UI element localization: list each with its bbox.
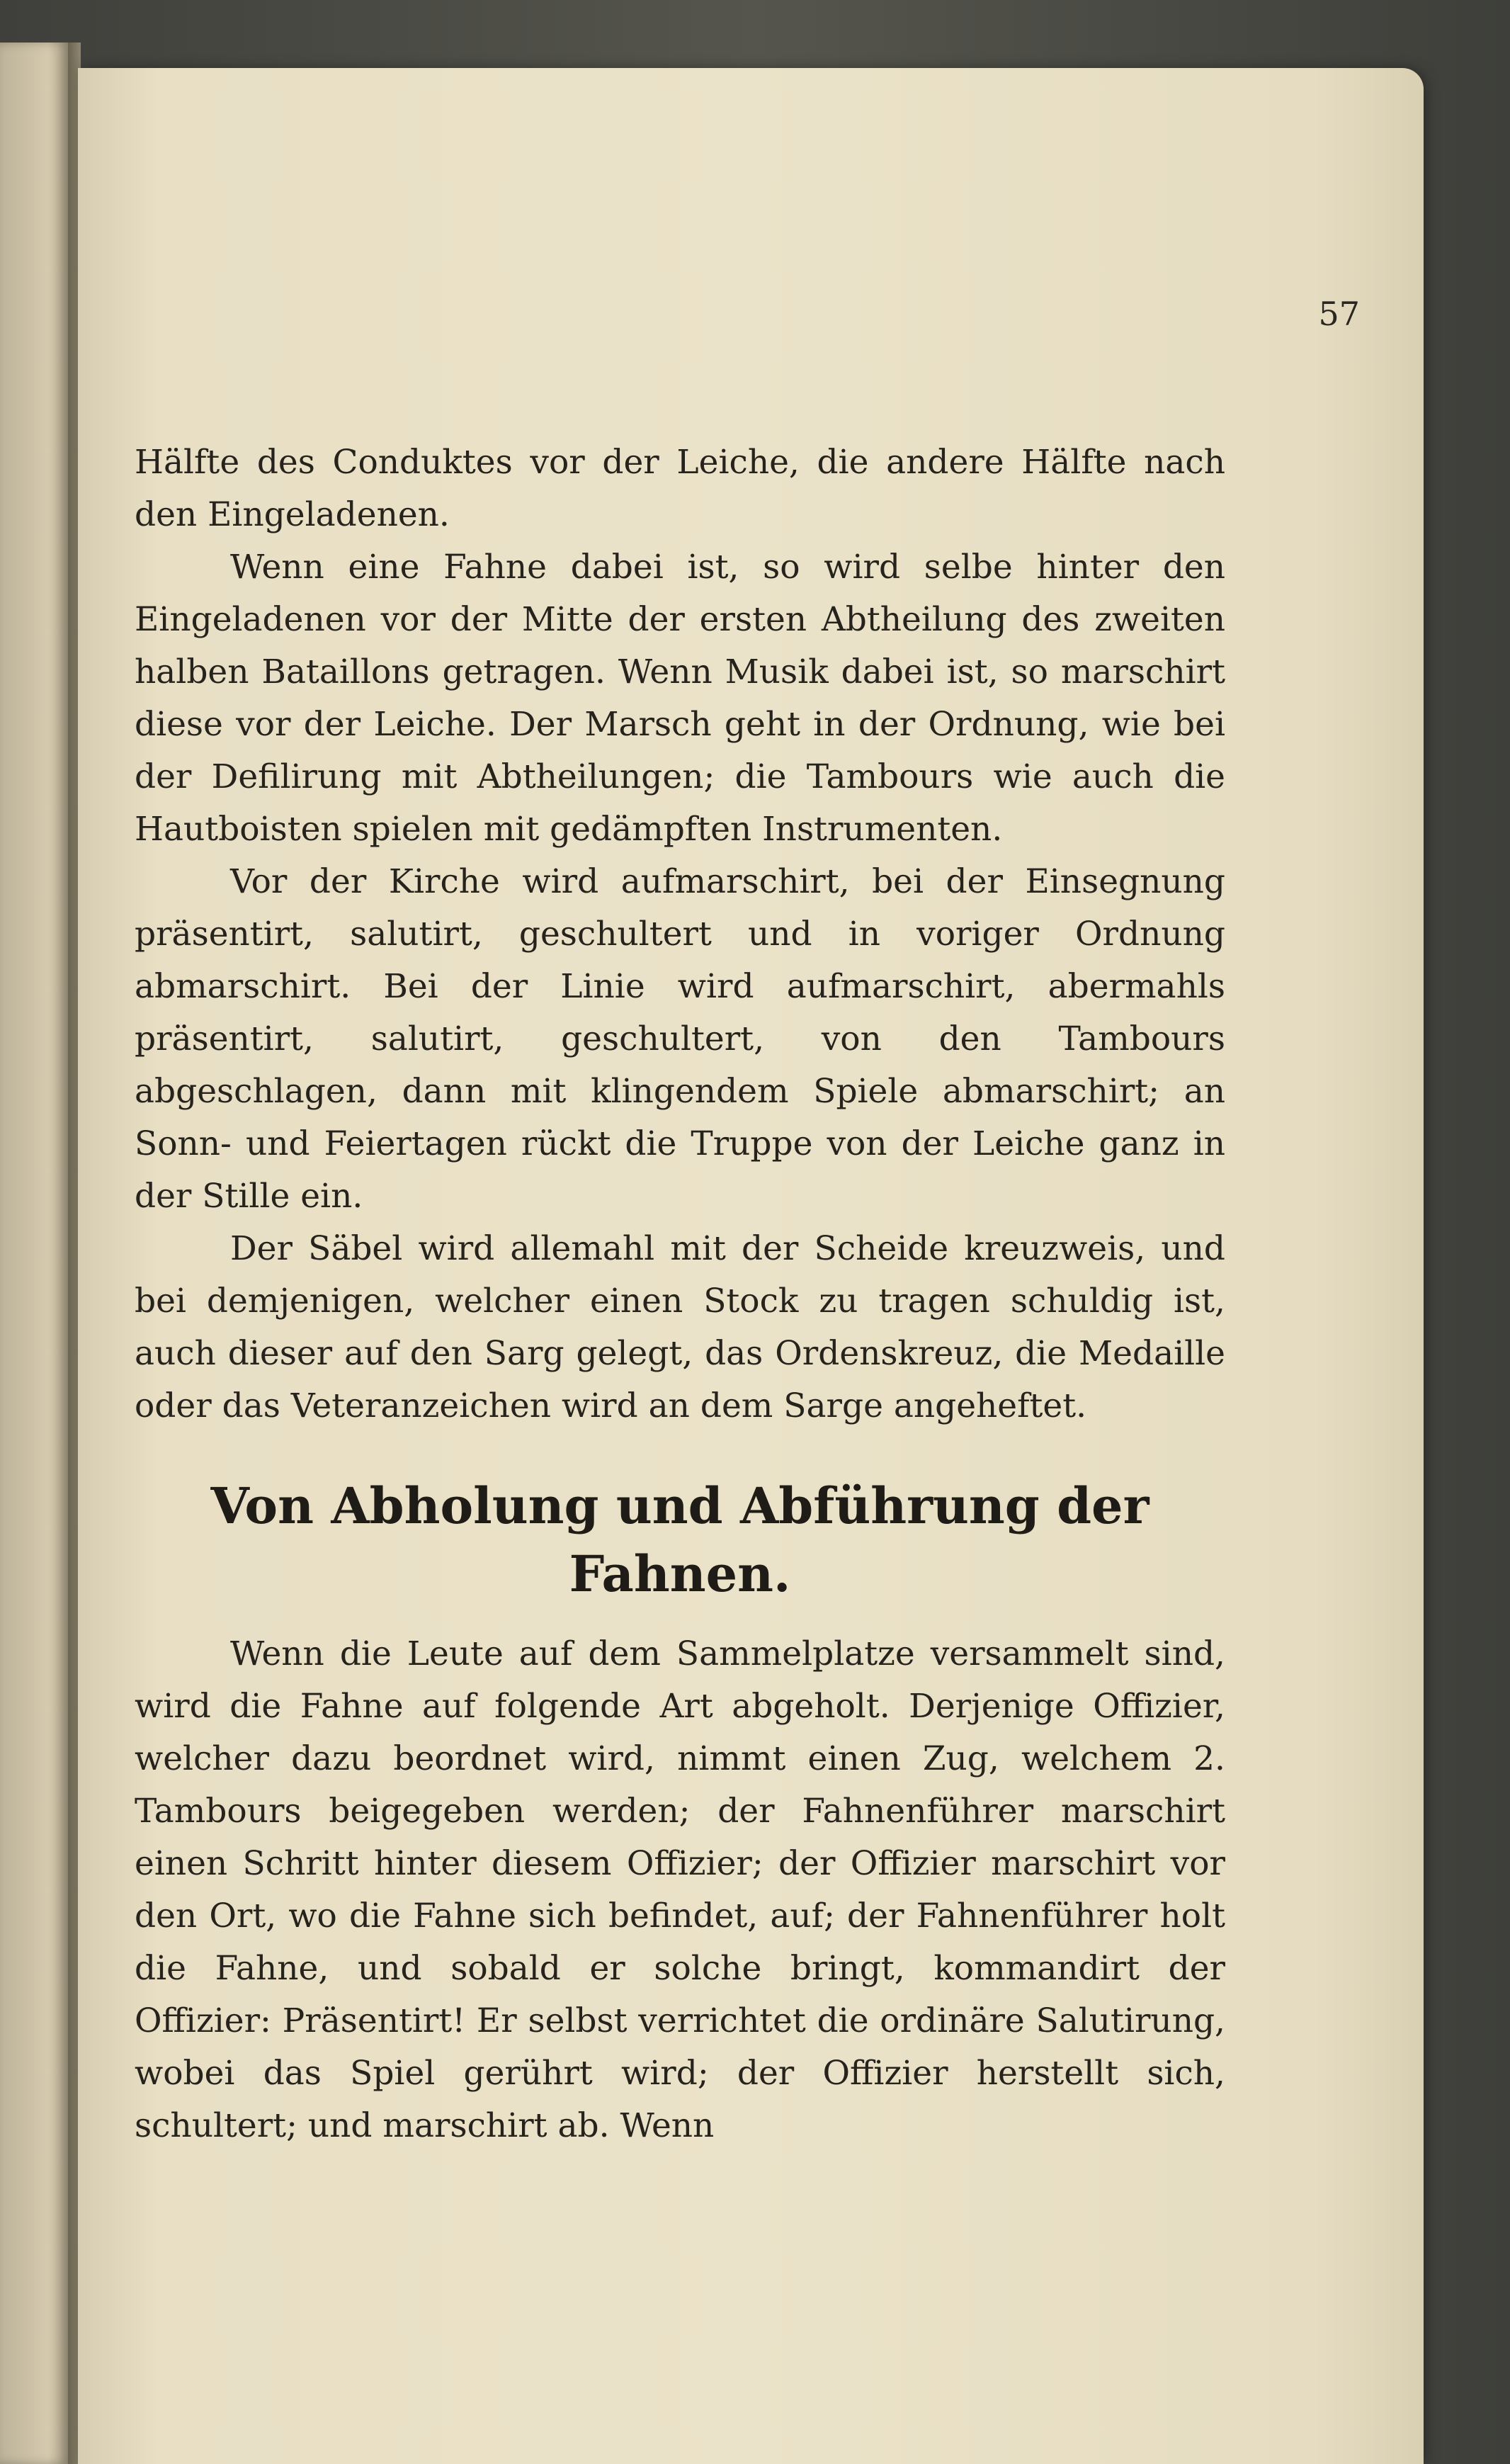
book-page [78, 68, 1424, 2464]
paragraph-flag: Wenn eine Fahne dabei ist, so wird selbe hinter den Eingeladenen vor der Mitte der ersten Abtheilung des zweiten halben Bataillons getragen. Wenn Musik dabei ist, so marschirt diese vor der Leiche. Der Marsch geht in der Ordnung, wie bei der Defilirung mit Abtheilungen; die Tambours wie auch die Hautboisten spielen mit gedämpften Instrumenten. [135, 548, 1225, 849]
section-heading-line-2: Fahnen. [569, 1544, 791, 1603]
page-body [135, 436, 1225, 2152]
page-number: 57 [1318, 295, 1360, 333]
paragraph-sabre: Der Säbel wird allemahl mit der Scheide kreuzweis, und bei demjenigen, welcher einen Stock zu tragen schuldig ist, auch dieser auf den Sarg gelegt, das Ordenskreuz, die Medaille oder das Veteranzeichen wird an dem Sarge angeheftet. [135, 1229, 1225, 1425]
paragraph-church: Vor der Kirche wird aufmarschirt, bei der Einsegnung präsentirt, salutirt, geschultert und in voriger Ordnung abmarschirt. Bei der Linie wird aufmarschirt, abermahls präsentirt, salutirt, geschultert, von den Tambours abgeschlagen, dann mit klingendem Spiele abmarschirt; an Sonn- und Feiertagen rückt die Truppe von der Leiche ganz in der Stille ein. [135, 862, 1225, 1216]
left-page-edge [0, 43, 68, 2464]
paragraph-fetching-flag: Wenn die Leute auf dem Sammelplatze versammelt sind, wird die Fahne auf folgende Art abgeholt. Derjenige Offizier, welcher dazu beordnet wird, nimmt einen Zug, welchem 2. Tambours beigegeben werden; der Fahnenführer marschirt einen Schritt hinter diesem Offizier; der Offizier marschirt vor den Ort, wo die Fahne sich befindet, auf; der Fahnenführer holt die Fahne, und sobald er solche bringt, kommandirt der Offizier: Präsentirt! Er selbst verrichtet die ordinäre Salutirung, wobei das Spiel gerührt wird; der Offizier herstellt sich, schultert; und marschirt ab. Wenn [135, 1634, 1225, 2145]
section-heading [135, 1472, 1225, 1608]
paragraph-continuation: Hälfte des Conduktes vor der Leiche, die andere Hälfte nach den Eingeladenen. [135, 443, 1225, 534]
section-heading-line-1: Von Abholung und Abführung der [210, 1476, 1149, 1535]
